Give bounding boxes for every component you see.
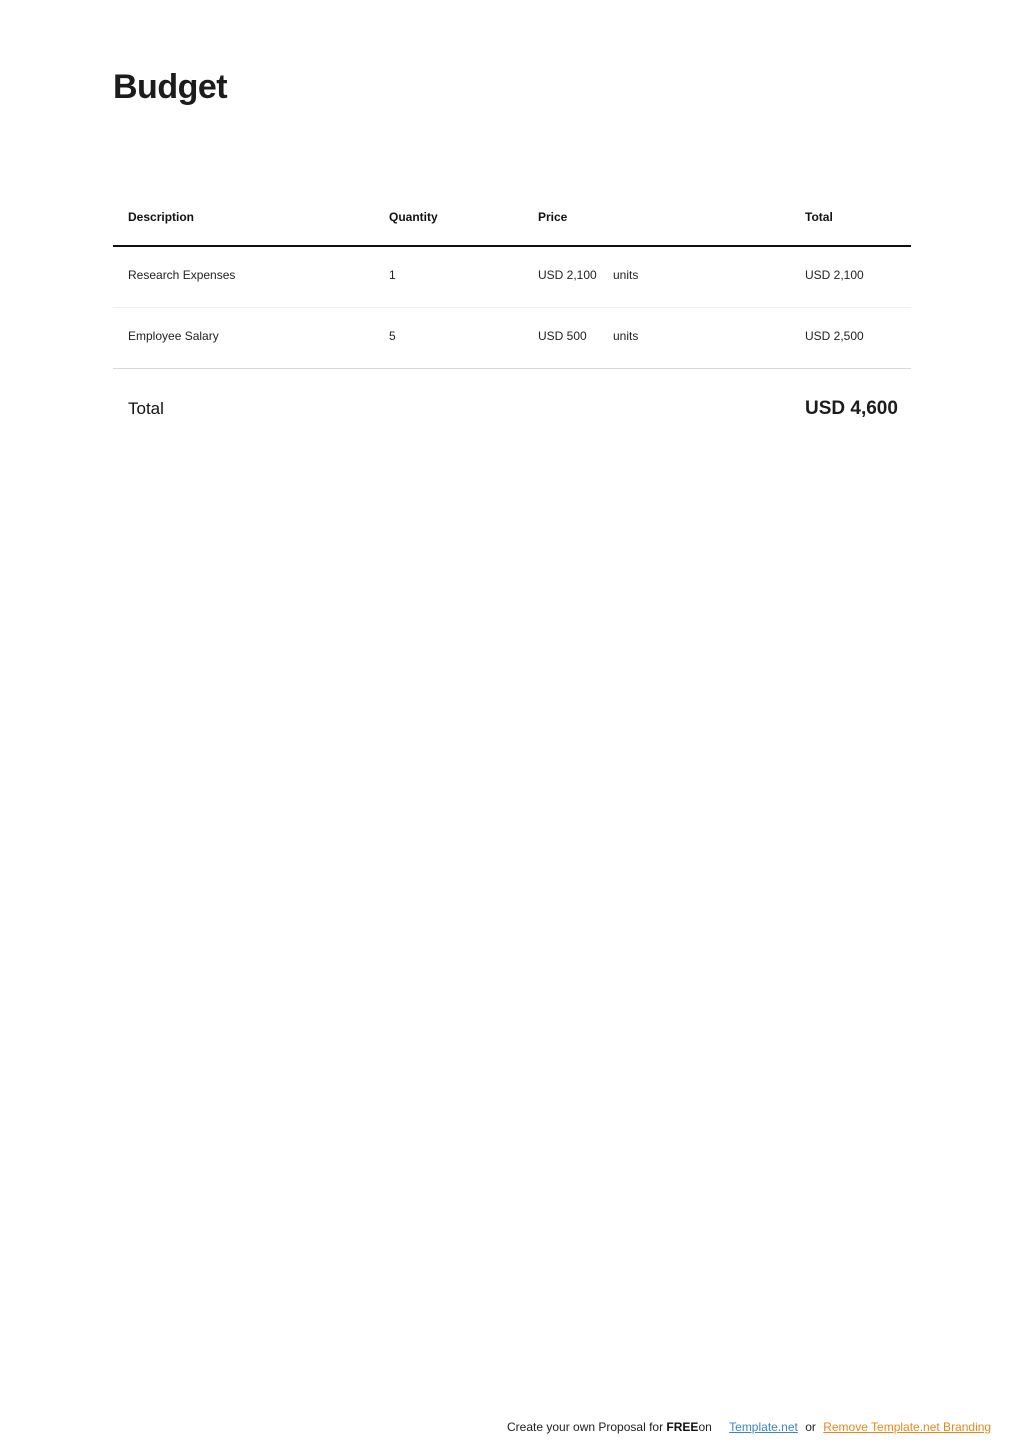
budget-table xyxy=(113,190,911,449)
row-price: USD 2,100 xyxy=(538,268,597,282)
row-quantity: 1 xyxy=(389,268,396,282)
table-row xyxy=(113,247,911,308)
page-title: Budget xyxy=(113,68,228,106)
header-description: Description xyxy=(128,210,195,224)
row-description: Research Expenses xyxy=(128,268,236,282)
footer-prefix: Create your own Proposal for xyxy=(507,1420,664,1434)
footer-branding xyxy=(507,1420,991,1434)
row-total: USD 2,100 xyxy=(805,268,864,282)
remove-branding-link[interactable]: Remove Template.net Branding xyxy=(823,1420,992,1434)
grand-total-row xyxy=(113,369,911,449)
row-unit: units xyxy=(613,268,639,282)
table-row xyxy=(113,308,911,369)
header-total: Total xyxy=(805,210,833,224)
table-header-row xyxy=(113,190,911,247)
grand-total-label: Total xyxy=(128,399,164,418)
footer-on: on xyxy=(698,1420,712,1434)
footer-free: FREE xyxy=(666,1420,699,1434)
row-total: USD 2,500 xyxy=(805,329,864,343)
row-unit: units xyxy=(613,329,639,343)
row-quantity: 5 xyxy=(389,329,396,343)
row-description: Employee Salary xyxy=(128,329,219,343)
footer-or: or xyxy=(805,1420,816,1434)
header-price: Price xyxy=(538,210,568,224)
grand-total-value: USD 4,600 xyxy=(805,398,898,419)
header-quantity: Quantity xyxy=(389,210,438,224)
template-net-link[interactable]: Template.net xyxy=(729,1420,798,1434)
row-price: USD 500 xyxy=(538,329,587,343)
